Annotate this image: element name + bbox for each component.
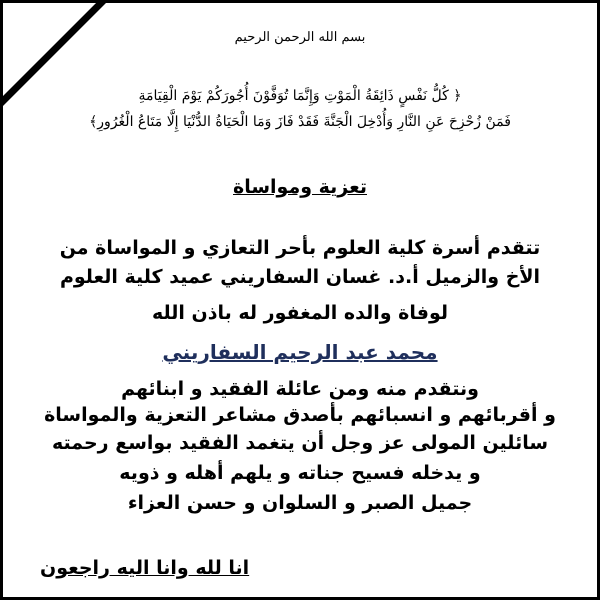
condolence-text-line-8: جميل الصبر و السلوان و حسن العزاء bbox=[127, 492, 473, 514]
quran-verse-line-2: فَمَنْ زُحْزِحَ عَنِ النَّارِ وَأُدْخِلَ الْجَنَّةَ فَقَدْ فَازَ وَمَا الْحَيَاةُ الدُّنْيَا إِلَّا مَتَاعُ الْغُرُورِ﴾ bbox=[89, 114, 511, 130]
quran-verse-line-1: ﴿ كُلُّ نَفْسٍ ذَائِقَةُ الْمَوْتِ وَإِنَّمَا تُوَفَّوْنَ أُجُورَكُمْ يَوْمَ الْقِيَامَةِ bbox=[138, 88, 462, 104]
condolence-text-line-4: ونتقدم منه ومن عائلة الفقيد و ابنائهم bbox=[121, 378, 479, 400]
basmala: بسم الله الرحمن الرحيم bbox=[234, 30, 366, 45]
condolence-text-line-1: تتقدم أسرة كلية العلوم بأحر التعازي و المواساة من bbox=[59, 237, 541, 259]
condolence-text-line-5: و أقربائهم و انسبائهم بأصدق مشاعر التعزية والمواساة bbox=[44, 404, 556, 426]
closing-phrase: انا لله وانا اليه راجعون bbox=[40, 557, 250, 579]
condolence-text-line-6: سائلين المولى عز وجل أن يتغمد الفقيد بواسع رحمته bbox=[51, 432, 549, 454]
condolence-text-line-7: و يدخله فسيح جناته و يلهم أهله و ذويه bbox=[119, 462, 481, 484]
deceased-name: محمد عبد الرحيم السفاريني bbox=[162, 340, 438, 364]
condolence-heading: تعزية ومواساة bbox=[233, 176, 367, 198]
condolence-text-line-2: الأخ والزميل أ.د. غسان السفاريني عميد كلية العلوم bbox=[59, 266, 541, 288]
condolence-text-line-3: لوفاة والده المغفور له باذن الله bbox=[151, 302, 448, 324]
